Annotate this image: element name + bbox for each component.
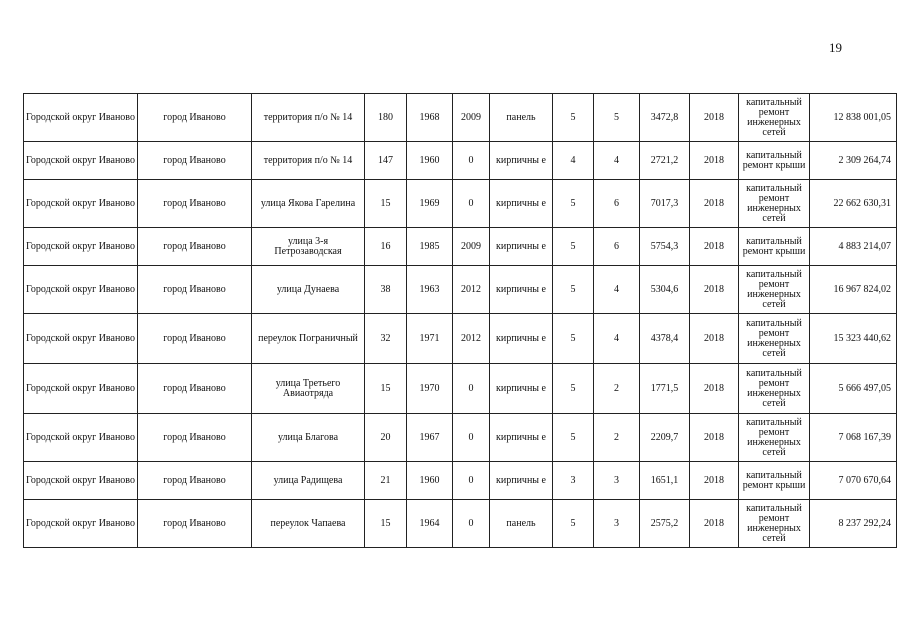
table-row — [24, 94, 897, 142]
house-number-cell: 20 — [365, 414, 407, 462]
cost-cell: 7 068 167,39 — [810, 414, 897, 462]
settlement-cell: город Иваново — [138, 266, 252, 314]
build-year-cell: 1968 — [407, 94, 453, 142]
work-type-cell: капитальный ремонт крыши — [739, 228, 810, 266]
entrances-cell: 4 — [594, 314, 640, 364]
street-cell: улица Радищева — [252, 462, 365, 500]
work-type-cell: капитальный ремонт инженерных сетей — [739, 500, 810, 548]
house-number-cell: 180 — [365, 94, 407, 142]
street-cell: переулок Пограничный — [252, 314, 365, 364]
settlement-cell: город Иваново — [138, 462, 252, 500]
floors-cell: 5 — [553, 314, 594, 364]
housing-registry-table — [23, 93, 897, 548]
renovation-year-cell: 2009 — [453, 228, 490, 266]
cost-cell: 4 883 214,07 — [810, 228, 897, 266]
plan-year-cell: 2018 — [690, 364, 739, 414]
plan-year-cell: 2018 — [690, 180, 739, 228]
street-cell: улица Благова — [252, 414, 365, 462]
house-number-cell: 21 — [365, 462, 407, 500]
page-number: 19 — [829, 40, 842, 55]
work-type-cell: капитальный ремонт инженерных сетей — [739, 266, 810, 314]
table-row — [24, 414, 897, 462]
build-year-cell: 1970 — [407, 364, 453, 414]
plan-year-cell: 2018 — [690, 266, 739, 314]
table-row — [24, 364, 897, 414]
municipality-cell: Городской округ Иваново — [24, 180, 138, 228]
table-row — [24, 228, 897, 266]
floors-cell: 5 — [553, 500, 594, 548]
cost-cell: 7 070 670,64 — [810, 462, 897, 500]
street-cell: переулок Чапаева — [252, 500, 365, 548]
street-cell: территория п/о № 14 — [252, 142, 365, 180]
area-cell: 3472,8 — [640, 94, 690, 142]
work-type-cell: капитальный ремонт инженерных сетей — [739, 180, 810, 228]
municipality-cell: Городской округ Иваново — [24, 462, 138, 500]
wall-material-cell: кирпичны е — [490, 462, 553, 500]
work-type-cell: капитальный ремонт крыши — [739, 142, 810, 180]
municipality-cell: Городской округ Иваново — [24, 228, 138, 266]
renovation-year-cell: 0 — [453, 462, 490, 500]
build-year-cell: 1971 — [407, 314, 453, 364]
table-row — [24, 266, 897, 314]
build-year-cell: 1960 — [407, 462, 453, 500]
street-cell: улица Третьего Авиаотряда — [252, 364, 365, 414]
wall-material-cell: кирпичны е — [490, 414, 553, 462]
settlement-cell: город Иваново — [138, 500, 252, 548]
renovation-year-cell: 0 — [453, 142, 490, 180]
municipality-cell: Городской округ Иваново — [24, 364, 138, 414]
wall-material-cell: панель — [490, 500, 553, 548]
house-number-cell: 16 — [365, 228, 407, 266]
settlement-cell: город Иваново — [138, 414, 252, 462]
area-cell: 4378,4 — [640, 314, 690, 364]
entrances-cell: 3 — [594, 500, 640, 548]
floors-cell: 5 — [553, 180, 594, 228]
cost-cell: 12 838 001,05 — [810, 94, 897, 142]
build-year-cell: 1960 — [407, 142, 453, 180]
wall-material-cell: кирпичны е — [490, 364, 553, 414]
wall-material-cell: кирпичны е — [490, 228, 553, 266]
renovation-year-cell: 0 — [453, 364, 490, 414]
floors-cell: 4 — [553, 142, 594, 180]
municipality-cell: Городской округ Иваново — [24, 414, 138, 462]
work-type-cell: капитальный ремонт инженерных сетей — [739, 364, 810, 414]
entrances-cell: 6 — [594, 180, 640, 228]
renovation-year-cell: 2012 — [453, 266, 490, 314]
wall-material-cell: кирпичны е — [490, 142, 553, 180]
plan-year-cell: 2018 — [690, 142, 739, 180]
area-cell: 2209,7 — [640, 414, 690, 462]
table-body — [24, 94, 897, 548]
floors-cell: 5 — [553, 364, 594, 414]
work-type-cell: капитальный ремонт крыши — [739, 462, 810, 500]
house-number-cell: 38 — [365, 266, 407, 314]
plan-year-cell: 2018 — [690, 462, 739, 500]
street-cell: улица Дунаева — [252, 266, 365, 314]
entrances-cell: 2 — [594, 414, 640, 462]
floors-cell: 5 — [553, 414, 594, 462]
floors-cell: 5 — [553, 266, 594, 314]
entrances-cell: 5 — [594, 94, 640, 142]
entrances-cell: 3 — [594, 462, 640, 500]
floors-cell: 5 — [553, 94, 594, 142]
house-number-cell: 15 — [365, 500, 407, 548]
area-cell: 1771,5 — [640, 364, 690, 414]
house-number-cell: 32 — [365, 314, 407, 364]
street-cell: улица 3-я Петрозаводская — [252, 228, 365, 266]
plan-year-cell: 2018 — [690, 94, 739, 142]
work-type-cell: капитальный ремонт инженерных сетей — [739, 314, 810, 364]
wall-material-cell: кирпичны е — [490, 266, 553, 314]
area-cell: 5304,6 — [640, 266, 690, 314]
municipality-cell: Городской округ Иваново — [24, 314, 138, 364]
house-number-cell: 15 — [365, 364, 407, 414]
house-number-cell: 147 — [365, 142, 407, 180]
street-cell: территория п/о № 14 — [252, 94, 365, 142]
wall-material-cell: панель — [490, 94, 553, 142]
settlement-cell: город Иваново — [138, 94, 252, 142]
settlement-cell: город Иваново — [138, 314, 252, 364]
settlement-cell: город Иваново — [138, 142, 252, 180]
floors-cell: 3 — [553, 462, 594, 500]
table-row — [24, 180, 897, 228]
cost-cell: 16 967 824,02 — [810, 266, 897, 314]
entrances-cell: 4 — [594, 266, 640, 314]
work-type-cell: капитальный ремонт инженерных сетей — [739, 94, 810, 142]
table-row — [24, 462, 897, 500]
entrances-cell: 6 — [594, 228, 640, 266]
work-type-cell: капитальный ремонт инженерных сетей — [739, 414, 810, 462]
plan-year-cell: 2018 — [690, 314, 739, 364]
municipality-cell: Городской округ Иваново — [24, 266, 138, 314]
wall-material-cell: кирпичны е — [490, 314, 553, 364]
renovation-year-cell: 0 — [453, 500, 490, 548]
build-year-cell: 1969 — [407, 180, 453, 228]
municipality-cell: Городской округ Иваново — [24, 142, 138, 180]
municipality-cell: Городской округ Иваново — [24, 94, 138, 142]
entrances-cell: 2 — [594, 364, 640, 414]
settlement-cell: город Иваново — [138, 364, 252, 414]
settlement-cell: город Иваново — [138, 180, 252, 228]
cost-cell: 22 662 630,31 — [810, 180, 897, 228]
renovation-year-cell: 0 — [453, 180, 490, 228]
cost-cell: 5 666 497,05 — [810, 364, 897, 414]
area-cell: 5754,3 — [640, 228, 690, 266]
build-year-cell: 1964 — [407, 500, 453, 548]
area-cell: 1651,1 — [640, 462, 690, 500]
wall-material-cell: кирпичны е — [490, 180, 553, 228]
municipality-cell: Городской округ Иваново — [24, 500, 138, 548]
build-year-cell: 1985 — [407, 228, 453, 266]
table-row — [24, 500, 897, 548]
cost-cell: 2 309 264,74 — [810, 142, 897, 180]
plan-year-cell: 2018 — [690, 228, 739, 266]
cost-cell: 15 323 440,62 — [810, 314, 897, 364]
floors-cell: 5 — [553, 228, 594, 266]
renovation-year-cell: 2012 — [453, 314, 490, 364]
table-row — [24, 314, 897, 364]
renovation-year-cell: 2009 — [453, 94, 490, 142]
house-number-cell: 15 — [365, 180, 407, 228]
area-cell: 2575,2 — [640, 500, 690, 548]
settlement-cell: город Иваново — [138, 228, 252, 266]
build-year-cell: 1963 — [407, 266, 453, 314]
area-cell: 2721,2 — [640, 142, 690, 180]
plan-year-cell: 2018 — [690, 500, 739, 548]
street-cell: улица Якова Гарелина — [252, 180, 365, 228]
renovation-year-cell: 0 — [453, 414, 490, 462]
area-cell: 7017,3 — [640, 180, 690, 228]
cost-cell: 8 237 292,24 — [810, 500, 897, 548]
entrances-cell: 4 — [594, 142, 640, 180]
table-row — [24, 142, 897, 180]
plan-year-cell: 2018 — [690, 414, 739, 462]
build-year-cell: 1967 — [407, 414, 453, 462]
